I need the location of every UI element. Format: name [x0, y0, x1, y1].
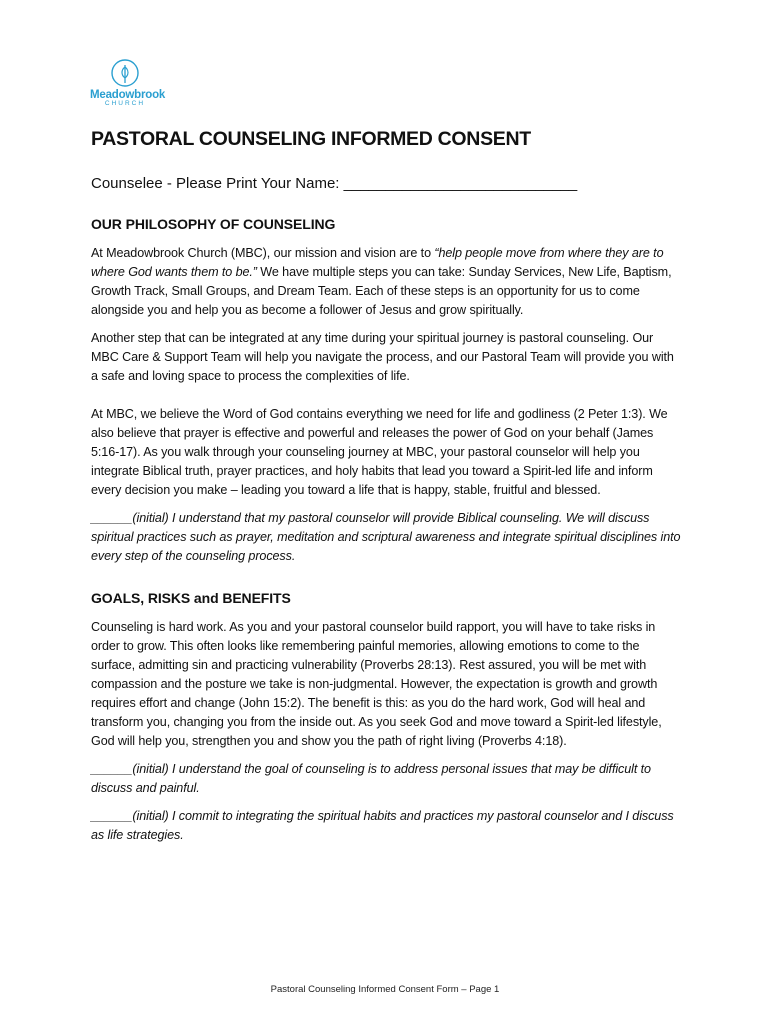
counselee-name-field[interactable]: Counselee - Please Print Your Name: ____________________________ — [91, 175, 578, 192]
leaf-circle-icon — [110, 58, 140, 88]
goals-heading: GOALS, RISKS and BENEFITS — [91, 590, 291, 606]
philosophy-p1-intro: At Meadowbrook Church (MBC), our mission and vision are to — [91, 246, 435, 260]
initial-statement-commit[interactable]: ______(initial) I commit to integrating the spiritual habits and practices my pastoral counselor and I discuss as life strategies. — [91, 809, 674, 842]
page-title: PASTORAL COUNSELING INFORMED CONSENT — [91, 128, 531, 150]
philosophy-p1-rest: We have multiple steps you can take: Sunday Services, New Life, Baptism, Growth Track, Small Groups, and Dream Team. Each of these steps is an opportunity for us to come alongside you and help you as become a follower of Jesus and grow spiritually. — [91, 265, 672, 317]
goals-paragraph: Counseling is hard work. As you and your pastoral counselor build rapport, you will have to take risks in order to grow. This often looks like remembering painful memories, allowing emotions to come to the surface, admitting sin and practicing vulnerability (Proverbs 28:13). Rest assured, you will be met with compassion and the posture we take is non-judgmental. However, the expectation is growth and growth requires effort and change (John 15:2). The benefit is this: as you do the hard work, God will heal and transform you, changing you from the inside out. As you seek God and move toward a Spirit-led lifestyle, God will help you, strengthen you and show you the path of right living (Proverbs 4:18). — [91, 620, 662, 748]
page-footer: Pastoral Counseling Informed Consent Form – Page 1 — [270, 984, 500, 995]
mission-quote: “help people move from where they are to where God wants them to be.” — [91, 246, 664, 279]
logo-subtitle: CHURCH — [104, 100, 146, 107]
philosophy-heading: OUR PHILOSOPHY OF COUNSELING — [91, 216, 336, 232]
church-logo — [90, 58, 166, 107]
document-body — [91, 128, 681, 854]
philosophy-paragraph-1 — [91, 244, 681, 320]
philosophy-paragraph-3: At MBC, we believe the Word of God contains everything we need for life and godliness (2 Peter 1:3). We also believe that prayer is effective and powerful and releases the power of God on your behalf (James 5:16-17). As you walk through your counseling journey at MBC, your pastoral counselor will help you integrate Biblical truth, prayer practices, and holy habits that lead you toward a Spirit-led life and inform every decision you make – leading you toward a life that is happy, stable, fruitful and blessed. — [91, 407, 668, 497]
philosophy-paragraph-2: Another step that can be integrated at any time during your spiritual journey is pastoral counseling. Our MBC Care & Support Team will help you navigate the process, and our Pastoral Team will provide you with a safe and loving space to process the complexities of life. — [91, 331, 674, 383]
initial-statement-biblical[interactable]: ______(initial) I understand that my pastoral counselor will provide Biblical counseling. We will discuss spiritual practices such as prayer, meditation and scriptural awareness and integrate spiritual disciplines into every step of the counseling process. — [91, 511, 681, 563]
initial-statement-goal[interactable]: ______(initial) I understand the goal of counseling is to address personal issues that may be difficult to discuss and painful. — [91, 762, 651, 795]
logo-name: Meadowbrook — [90, 89, 166, 101]
